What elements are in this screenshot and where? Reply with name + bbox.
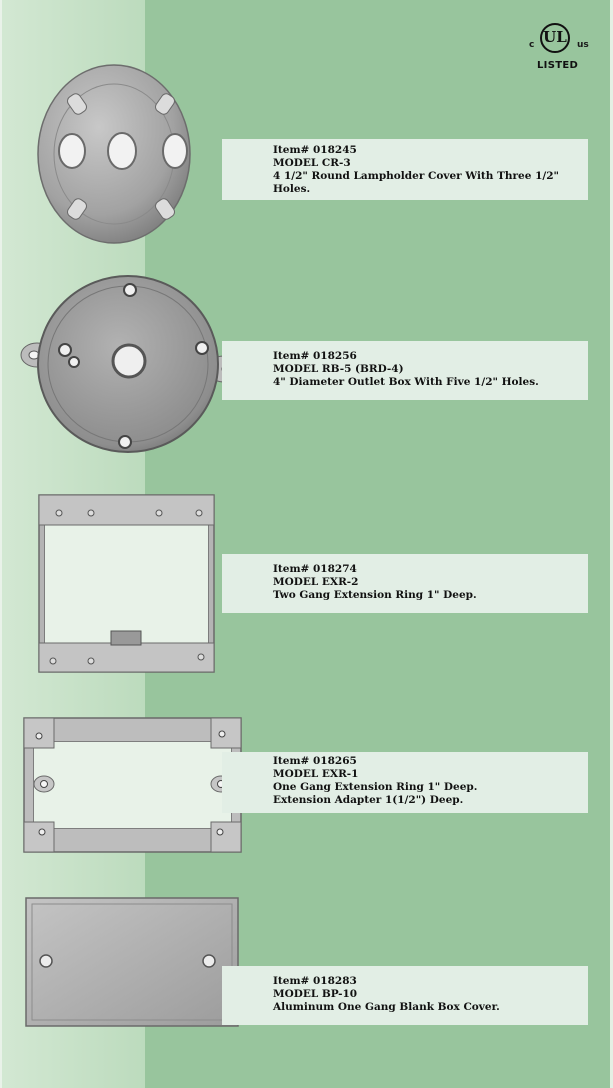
item-description-line: Extension Adapter 1(1/2") Deep. [273, 794, 464, 806]
item-model: MODEL EXR-1 [273, 768, 359, 780]
item-model: MODEL RB-5 (BRD-4) [273, 363, 404, 375]
item-description-line: 4 1/2" Round Lampholder Cover With Three 1/2" [273, 170, 559, 182]
item-description-line: Aluminum One Gang Blank Box Cover. [273, 1001, 500, 1013]
ul-c-mark: c [529, 40, 535, 50]
item-description-line: Holes. [273, 183, 311, 195]
ul-us-mark: us [577, 40, 589, 50]
ul-circle-mark: UL [540, 23, 570, 53]
item-label-018265 [222, 752, 588, 813]
item-model: MODEL EXR-2 [273, 576, 359, 588]
blank-box-cover-image [26, 898, 238, 1026]
item-number: Item# 018265 [273, 755, 357, 767]
one-gang-extension-ring-image [24, 718, 241, 852]
round-lampholder-cover-image [38, 64, 190, 244]
item-model: MODEL BP-10 [273, 988, 358, 1000]
item-description-line: Two Gang Extension Ring 1" Deep. [273, 589, 477, 601]
round-outlet-box-image [14, 272, 242, 462]
ul-listed-logo [524, 20, 592, 76]
item-number: Item# 018245 [273, 144, 357, 156]
item-description-line: One Gang Extension Ring 1" Deep. [273, 781, 478, 793]
item-number: Item# 018274 [273, 563, 357, 575]
item-label-018245 [222, 139, 588, 200]
ul-listed-text: LISTED [537, 60, 579, 71]
item-label-018256 [222, 341, 588, 400]
item-label-018274 [222, 554, 588, 613]
two-gang-extension-ring-image [39, 495, 214, 672]
item-model: MODEL CR-3 [273, 157, 351, 169]
item-label-018283 [222, 966, 588, 1025]
item-number: Item# 018256 [273, 350, 357, 362]
item-description-line: 4" Diameter Outlet Box With Five 1/2" Holes. [273, 376, 539, 388]
left-border [0, 0, 2, 1088]
item-number: Item# 018283 [273, 975, 357, 987]
